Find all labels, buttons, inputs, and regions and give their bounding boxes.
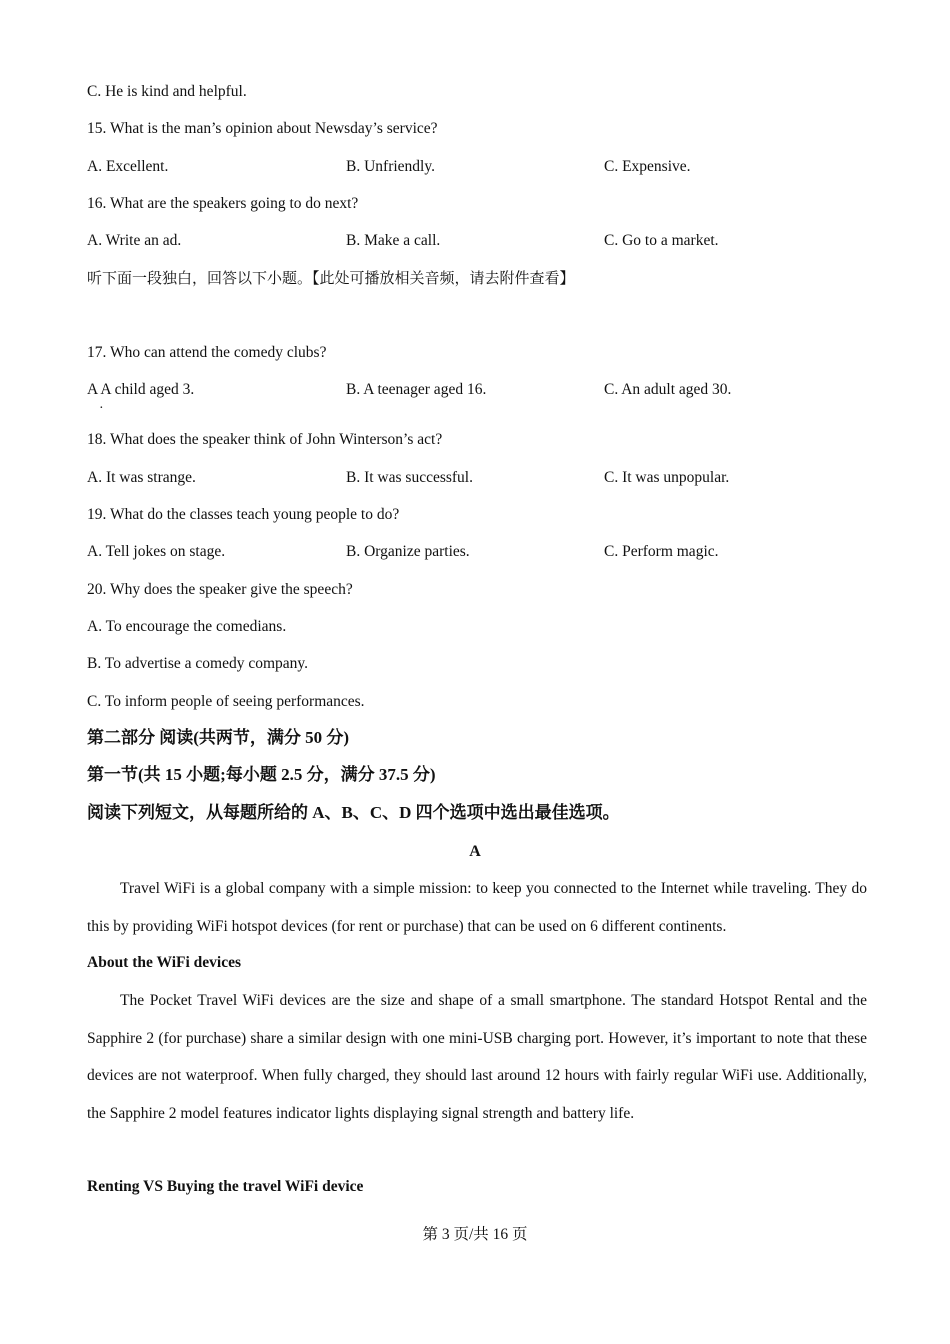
q18-option-c: C. It was unpopular. bbox=[604, 469, 730, 486]
q16-option-c: C. Go to a market. bbox=[604, 232, 719, 249]
q17-option-c: C. An adult aged 30. bbox=[604, 381, 732, 398]
heading-about-devices: About the WiFi devices bbox=[87, 954, 242, 971]
passage-label: A bbox=[469, 843, 481, 860]
question-17: 17. Who can attend the comedy clubs? bbox=[87, 344, 327, 361]
question-19: 19. What do the classes teach young people to do? bbox=[87, 506, 400, 523]
page-number: 第 3 页/共 16 页 bbox=[422, 1226, 528, 1243]
q14-option-c: C. He is kind and helpful. bbox=[87, 83, 247, 100]
q20-option-c: C. To inform people of seeing performances. bbox=[87, 693, 365, 710]
q15-option-a: A. Excellent. bbox=[87, 158, 169, 175]
stray-dot-mark: · bbox=[99, 401, 104, 416]
monologue-instruction: 听下面一段独白，回答以下小题。【此处可播放相关音频，请去附件查看】 bbox=[87, 269, 575, 287]
section-one-title: 第一节(共 15 小题;每小题 2.5 分，满分 37.5 分) bbox=[87, 765, 436, 784]
q20-option-b: B. To advertise a comedy company. bbox=[87, 655, 309, 672]
q15-option-c: C. Expensive. bbox=[604, 158, 691, 175]
q15-option-b: B. Unfriendly. bbox=[346, 158, 435, 175]
q18-option-a: A. It was strange. bbox=[87, 469, 196, 486]
question-16: 16. What are the speakers going to do next? bbox=[87, 195, 359, 212]
question-18: 18. What does the speaker think of John Winterson’s act? bbox=[87, 431, 443, 448]
q19-option-c: C. Perform magic. bbox=[604, 543, 719, 560]
question-15: 15. What is the man’s opinion about Newsday’s service? bbox=[87, 120, 438, 137]
q19-option-a: A. Tell jokes on stage. bbox=[87, 543, 226, 560]
q16-option-a: A. Write an ad. bbox=[87, 232, 182, 249]
heading-renting-vs-buying: Renting VS Buying the travel WiFi device bbox=[87, 1178, 364, 1195]
reading-instruction: 阅读下列短文，从每题所给的 A、B、C、D 四个选项中选出最佳选项。 bbox=[87, 803, 620, 822]
passage-paragraph-2: The Pocket Travel WiFi devices are the size and shape of a small smartphone. The standard Hotspot Rental and the Sapphire 2 (for purchase) share a similar design with one mini-USB charging port. However, it’s important to note that these devices are not waterproof. When fully charged, they should last around 12 hours with fairly regular WiFi use. Additionally, the Sapphire 2 model features indicator lights displaying signal strength and battery life. bbox=[87, 992, 867, 1122]
q18-option-b: B. It was successful. bbox=[346, 469, 473, 486]
part-two-title: 第二部分 阅读(共两节，满分 50 分) bbox=[87, 728, 350, 747]
q19-option-b: B. Organize parties. bbox=[346, 543, 470, 560]
passage-paragraph-1: Travel WiFi is a global company with a simple mission: to keep you connected to the Internet while traveling. They do this by providing WiFi hotspot devices (for rent or purchase) that can be used on 6 different continents. bbox=[87, 880, 867, 935]
q17-option-a: A A child aged 3. bbox=[87, 381, 195, 398]
q20-option-a: A. To encourage the comedians. bbox=[87, 618, 287, 635]
q16-option-b: B. Make a call. bbox=[346, 232, 441, 249]
q17-option-b: B. A teenager aged 16. bbox=[346, 381, 487, 398]
question-20: 20. Why does the speaker give the speech? bbox=[87, 581, 353, 598]
